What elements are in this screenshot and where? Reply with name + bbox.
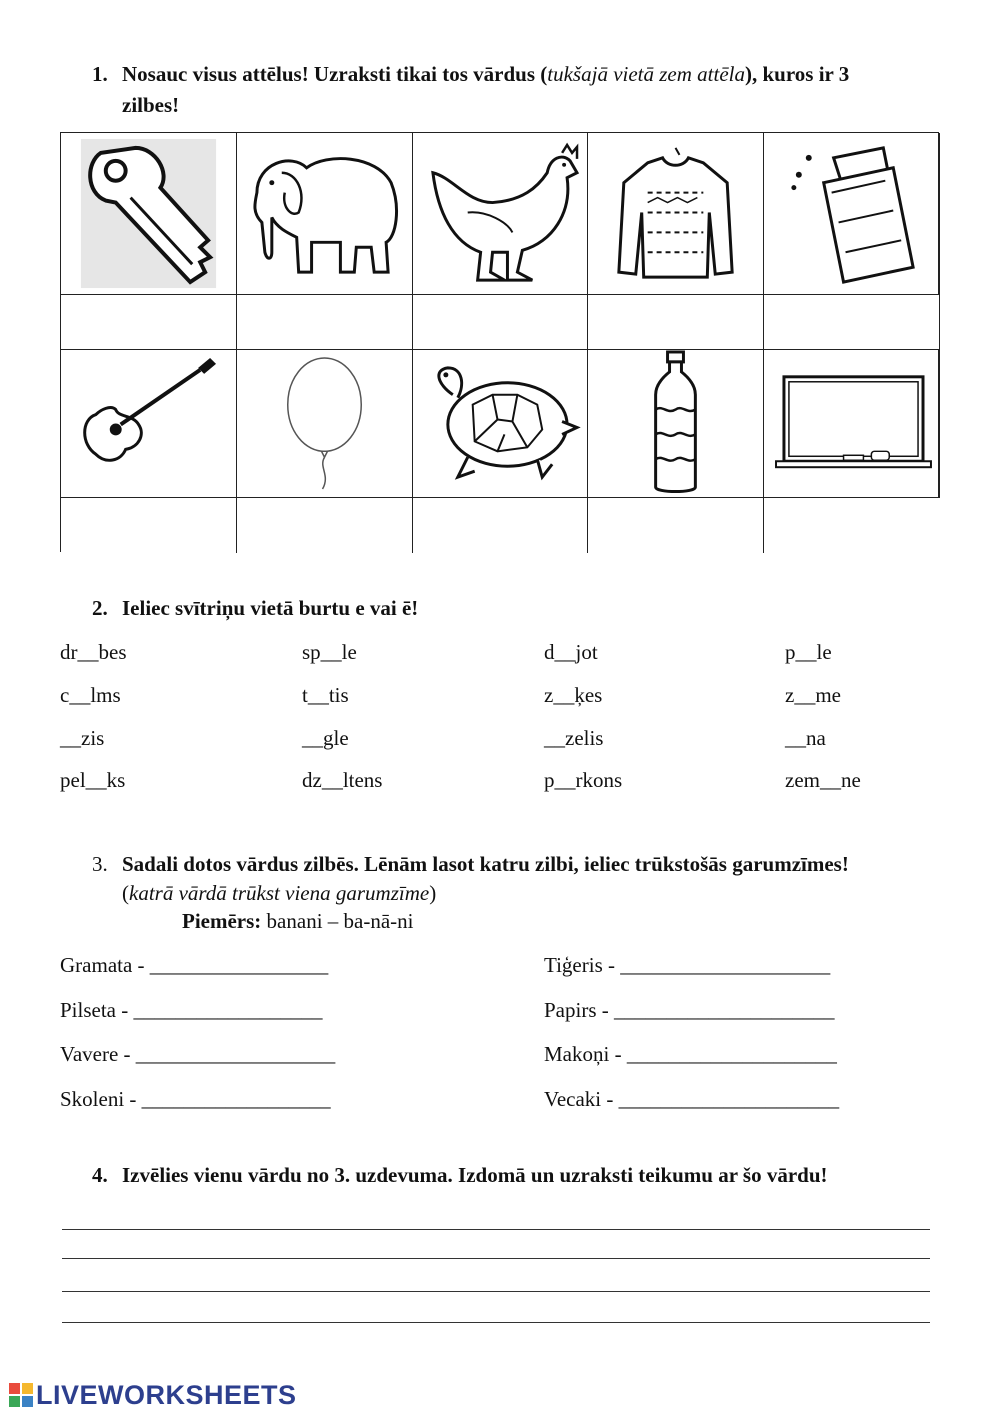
elephant-icon [237, 133, 412, 294]
picture-cell-blackboard [764, 350, 940, 498]
sweater-icon [588, 133, 763, 294]
task3-item[interactable]: Vavere - ___________________ [60, 1042, 336, 1066]
task2-word[interactable]: t__tis [302, 683, 349, 707]
answer-cell-9[interactable] [588, 498, 764, 553]
task4-title: 4. Izvēlies vienu vārdu no 3. uzdevuma. Izdomā un uzraksti teikumu ar šo vārdu! [92, 1163, 828, 1187]
task3-item[interactable]: Vecaki - _____________________ [544, 1087, 840, 1111]
task3-item[interactable]: Gramata - _________________ [60, 953, 329, 977]
picture-cell-key [61, 133, 237, 295]
answer-cell-3[interactable] [413, 295, 588, 350]
liveworksheets-brand [8, 1380, 297, 1410]
task2-word[interactable]: sp__le [302, 640, 357, 664]
answer-cell-7[interactable] [237, 498, 413, 553]
task2-word[interactable]: pel__ks [60, 768, 126, 792]
answer-cell-8[interactable] [413, 498, 588, 553]
task2-word[interactable]: __na [785, 726, 826, 750]
writing-line[interactable] [62, 1258, 930, 1259]
task2-word[interactable]: __gle [302, 726, 349, 750]
hen-icon [413, 133, 587, 294]
guitar-icon [61, 350, 236, 497]
task2-word[interactable]: dr__bes [60, 640, 127, 664]
task2-word[interactable]: __zelis [544, 726, 604, 750]
answer-cell-5[interactable] [764, 295, 940, 350]
picture-cell-sweater [588, 133, 764, 295]
task2-word[interactable]: c__lms [60, 683, 121, 707]
writing-line[interactable] [62, 1291, 930, 1292]
task2-word[interactable]: z__ķes [544, 683, 603, 707]
bottle-icon [588, 350, 763, 497]
balloon-icon [237, 350, 412, 497]
picture-cell-balloon [237, 350, 413, 498]
picture-cell-elephant [237, 133, 413, 295]
task3-note: (katrā vārdā trūkst viena garumzīme) [122, 881, 437, 905]
task3-title: 3. Sadali dotos vārdus zilbēs. Lēnām lasot katru zilbi, ieliec trūkstošās garumzīmes! [92, 852, 849, 876]
picture-cell-turtle [413, 350, 588, 498]
picture-cell-hen [413, 133, 588, 295]
task1-title: 1. Nosauc visus attēlus! Uzraksti tikai tos vārdus (tukšajā vietā zem attēla), kuros ir 3 zilbes! [92, 59, 952, 121]
task3-item[interactable]: Makoņi - ____________________ [544, 1042, 837, 1066]
answer-cell-10[interactable] [764, 498, 940, 553]
brand-text: LIVEWORKSHEETS [36, 1379, 297, 1410]
task2-word[interactable]: z__me [785, 683, 841, 707]
task3-example: Piemērs: banani – ba-nā-ni [182, 909, 414, 933]
task2-word[interactable]: d__jot [544, 640, 598, 664]
answer-cell-1[interactable] [61, 295, 237, 350]
task2-word[interactable]: zem__ne [785, 768, 861, 792]
task1-number: 1. [92, 62, 108, 86]
liveworksheets-logo-icon [8, 1382, 34, 1408]
task2-word[interactable]: __zis [60, 726, 105, 750]
writing-line[interactable] [62, 1322, 930, 1323]
turtle-icon [413, 350, 587, 497]
blackboard-icon [764, 350, 939, 497]
task2-word[interactable]: p__rkons [544, 768, 623, 792]
picture-cell-bottle [588, 350, 764, 498]
task3-item[interactable]: Skoleni - __________________ [60, 1087, 331, 1111]
answer-cell-4[interactable] [588, 295, 764, 350]
task3-item[interactable]: Papirs - _____________________ [544, 998, 835, 1022]
answer-cell-2[interactable] [237, 295, 413, 350]
picture-cell-chocolate [764, 133, 940, 295]
answer-cell-6[interactable] [61, 498, 237, 553]
chocolate-icon [764, 133, 939, 294]
picture-cell-guitar [61, 350, 237, 498]
task3-item[interactable]: Pilseta - __________________ [60, 998, 323, 1022]
task2-word[interactable]: p__le [785, 640, 832, 664]
task2-title: 2. Ieliec svītriņu vietā burtu e vai ē! [92, 596, 419, 620]
picture-grid [60, 132, 939, 552]
writing-line[interactable] [62, 1229, 930, 1230]
task3-item[interactable]: Tiģeris - ____________________ [544, 953, 831, 977]
task2-word[interactable]: dz__ltens [302, 768, 383, 792]
key-icon [61, 133, 236, 294]
